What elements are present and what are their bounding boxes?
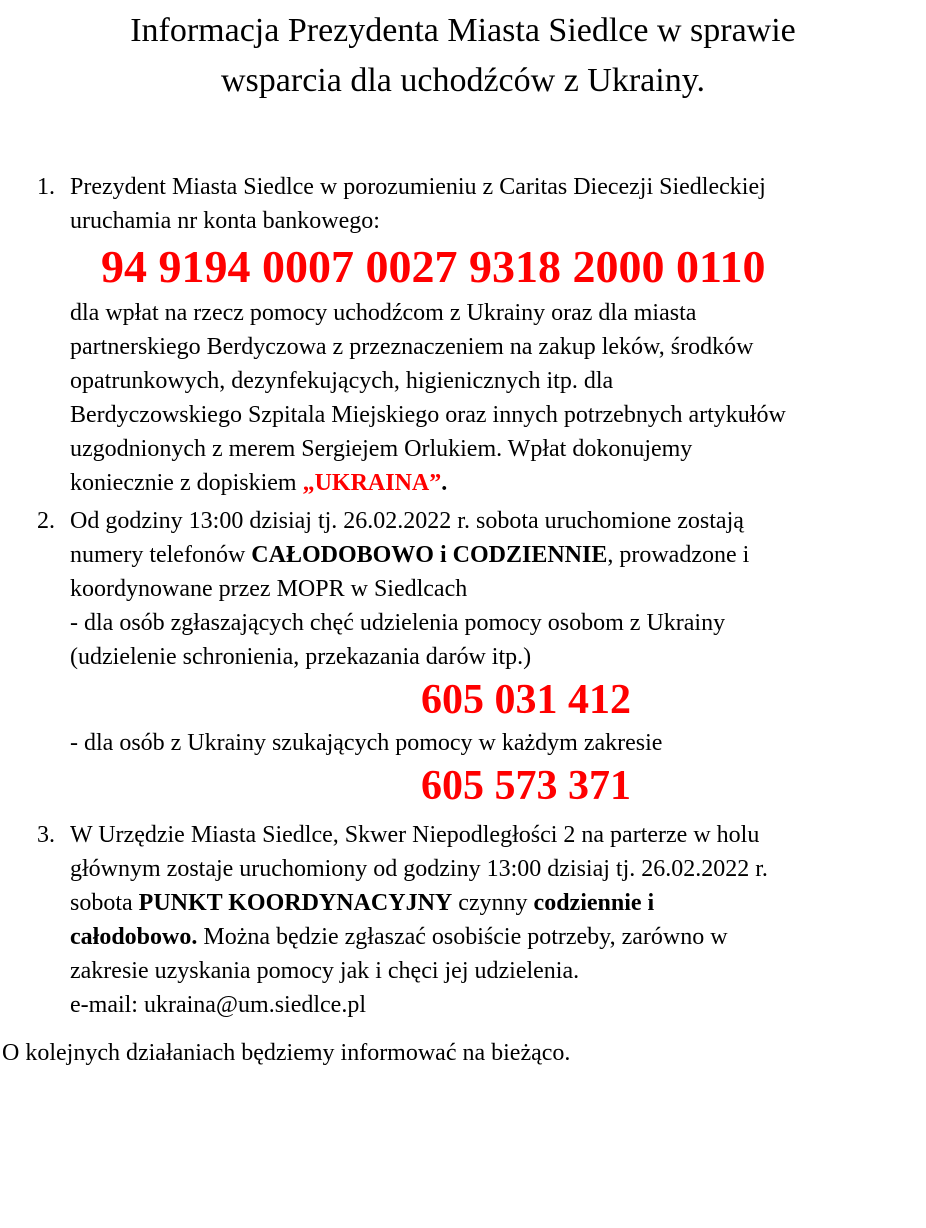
- text-line-with-bold: [70, 920, 926, 954]
- text-segment: czynny: [452, 890, 534, 916]
- list-item-coordination-point: [0, 818, 926, 1022]
- text-segment-bold: całodobowo.: [70, 924, 198, 950]
- text-segment: , prowadzone i: [607, 542, 750, 568]
- text-line: - dla osób zgłaszających chęć udzielenia pomocy osobom z Ukrainy: [70, 610, 726, 636]
- bank-account-number: 94 9194 0007 0027 9318 2000 0110: [101, 241, 766, 292]
- email-address-line: e-mail: ukraina@um.siedlce.pl: [70, 992, 367, 1018]
- text-segment: Można będzie zgłaszać osobiście potrzeby, zarówno w: [197, 924, 728, 950]
- text-segment: koniecznie z dopiskiem: [70, 470, 303, 496]
- text-line: W Urzędzie Miasta Siedlce, Skwer Niepodległości 2 na parterze w holu: [70, 822, 760, 848]
- text-segment: sobota: [70, 890, 139, 916]
- text-line: dla wpłat na rzecz pomocy uchodźcom z Ukrainy oraz dla miasta: [70, 300, 697, 326]
- coordination-point-label: PUNKT KOORDYNACYJNY: [138, 890, 453, 916]
- list-item-phone-lines: [0, 504, 926, 812]
- text-line: uzgodnionych z merem Sergiejem Orlukiem. Wpłat dokonujemy: [70, 436, 693, 462]
- phone-number-help-offer: 605 031 412: [421, 677, 631, 723]
- text-line: zakresie uzyskania pomocy jak i chęci jej udzielenia.: [70, 958, 580, 984]
- text-line: uruchamia nr konta bankowego:: [70, 208, 380, 234]
- list-number-2: 2.: [37, 508, 55, 534]
- text-line: (udzielenie schronienia, przekazania darów itp.): [70, 644, 532, 670]
- text-line: - dla osób z Ukrainy szukających pomocy w każdym zakresie: [70, 730, 663, 756]
- text-segment-bold: codziennie i: [533, 890, 655, 916]
- text-line: partnerskiego Berdyczowa z przeznaczeniem na zakup leków, środków: [70, 334, 754, 360]
- list-number-3: 3.: [37, 822, 55, 848]
- numbered-list: [0, 170, 926, 1022]
- text-line: Prezydent Miasta Siedlce w porozumieniu z Caritas Diecezji Siedleckiej: [70, 174, 766, 200]
- text-line-with-bold: [70, 886, 926, 920]
- title-line-1: Informacja Prezydenta Miasta Siedlce w sprawie: [130, 12, 796, 49]
- closing-note: O kolejnych działaniach będziemy informować na bieżąco.: [2, 1040, 571, 1066]
- text-line: Od godziny 13:00 dzisiaj tj. 26.02.2022 r. sobota uruchomione zostają: [70, 508, 744, 534]
- text-line: koordynowane przez MOPR w Siedlcach: [70, 576, 468, 602]
- phone-availability-note: CAŁODOBOWO i CODZIENNIE: [251, 542, 608, 568]
- ukraina-transfer-note: „UKRAINA”: [302, 470, 442, 496]
- text-segment: .: [441, 470, 448, 496]
- document-page: [0, 6, 926, 1228]
- list-item-bank-account: [0, 170, 926, 500]
- list-number-1: 1.: [37, 174, 55, 200]
- text-line-with-ukraina-note: [70, 466, 926, 500]
- text-segment: numery telefonów: [70, 542, 252, 568]
- page-title: [0, 6, 926, 106]
- phone-number-help-seek: 605 573 371: [421, 763, 631, 809]
- title-line-2: wsparcia dla uchodźców z Ukrainy.: [221, 62, 705, 99]
- text-line: głównym zostaje uruchomiony od godziny 13:00 dzisiaj tj. 26.02.2022 r.: [70, 856, 768, 882]
- text-line: Berdyczowskiego Szpitala Miejskiego oraz innych potrzebnych artykułów: [70, 402, 786, 428]
- text-line: opatrunkowych, dezynfekujących, higienicznych itp. dla: [70, 368, 614, 394]
- text-line-with-bold: [70, 538, 926, 572]
